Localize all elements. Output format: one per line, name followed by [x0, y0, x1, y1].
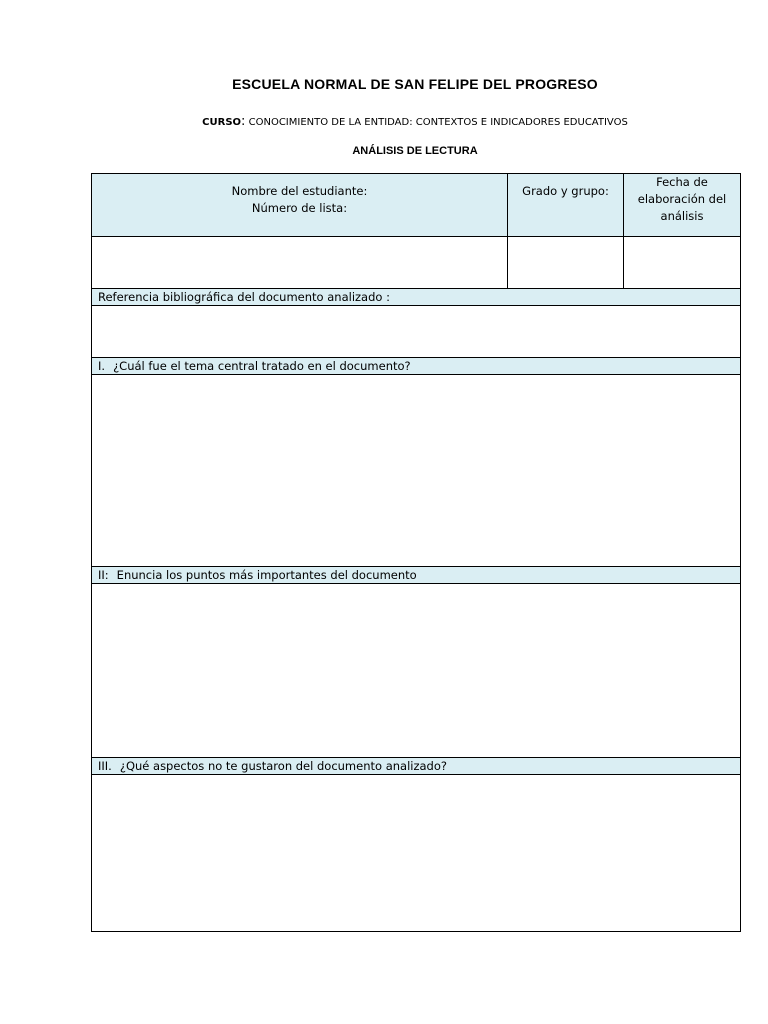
date-label-line1: Fecha de — [656, 175, 708, 189]
question-2-label — [92, 567, 741, 584]
question-1-number: I. — [98, 359, 106, 373]
reference-label-row — [92, 289, 741, 306]
reference-answer-field[interactable] — [92, 306, 741, 358]
student-value-row — [92, 237, 741, 289]
question-2-answer-row — [92, 584, 741, 758]
student-header-row — [92, 174, 741, 237]
student-value-field[interactable] — [92, 237, 508, 289]
question-3-answer-field[interactable] — [92, 775, 741, 932]
reference-answer-row — [92, 306, 741, 358]
analysis-form-table — [91, 173, 741, 932]
student-name-label: Nombre del estudiante: — [231, 184, 368, 198]
document-title: ANÁLISIS DE LECTURA — [352, 145, 478, 157]
reference-label: Referencia bibliográfica del documento analizado : — [92, 289, 741, 306]
date-label-line3: análisis — [660, 209, 704, 223]
course-line — [0, 114, 768, 129]
question-3-answer-row — [92, 775, 741, 932]
question-2-text: Enuncia los puntos más importantes del documento — [116, 568, 417, 582]
question-1-answer-field[interactable] — [92, 375, 741, 567]
question-3-label — [92, 758, 741, 775]
date-label-line2: elaboración del — [637, 192, 727, 206]
student-header-cell — [92, 174, 508, 237]
grade-value-field[interactable] — [508, 237, 624, 289]
course-label: CURSO — [202, 117, 242, 128]
date-header-cell — [624, 174, 741, 237]
grade-group-header-cell — [508, 174, 624, 237]
question-1-label — [92, 358, 741, 375]
question-3-label-row — [92, 758, 741, 775]
question-2-number: II: — [98, 568, 109, 582]
course-name: CONOCIMIENTO DE LA ENTIDAD: CONTEXTOS E INDICADORES EDUCATIVOS — [245, 117, 628, 128]
school-name: ESCUELA NORMAL DE SAN FELIPE DEL PROGRESO — [232, 76, 598, 92]
course-colon: : — [241, 114, 246, 129]
question-1-text: ¿Cuál fue el tema central tratado en el documento? — [113, 359, 411, 373]
question-1-answer-row — [92, 375, 741, 567]
grade-group-label: Grado y grupo: — [522, 184, 609, 198]
question-2-answer-field[interactable] — [92, 584, 741, 758]
date-value-field[interactable] — [624, 237, 741, 289]
list-number-label: Número de lista: — [251, 201, 348, 215]
question-3-text: ¿Qué aspectos no te gustaron del documento analizado? — [119, 759, 447, 773]
question-3-number: III. — [98, 759, 112, 773]
question-1-label-row — [92, 358, 741, 375]
question-2-label-row — [92, 567, 741, 584]
